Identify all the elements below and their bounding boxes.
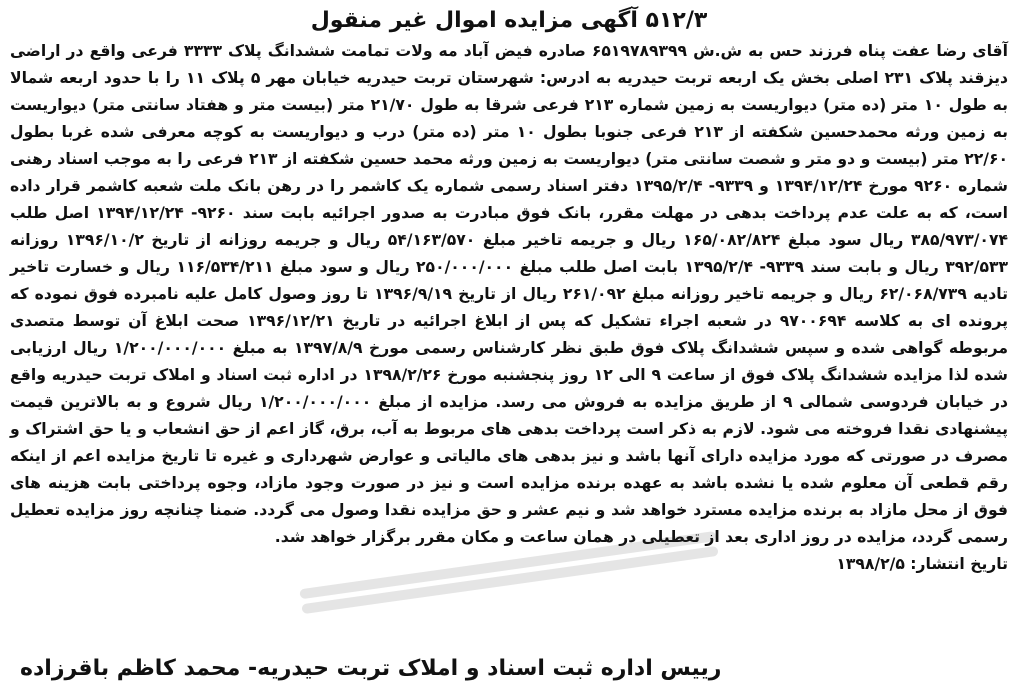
notice-title: ۵۱۲/۳ آگهی مزایده اموال غیر منقول bbox=[310, 8, 708, 33]
notice-body: آقای رضا عفت پناه فرزند حس به ش.ش ۶۵۱۹۷۸۹۳۹۹ صادره فیض آباد مه ولات تمامت ششدانگ پلاک ۳۳۳۳ فرعی واقع در اراضی دیزقند پلاک ۲۳۱ اصلی بخش یک اربعه تربت حیدریه به ادرس: شهرستان تربت حیدریه خیابان مهر ۵ پلاک ۱۱ را با حدود اربعه شمالا به طول ۱۰ متر (ده متر) دیواریست به زمین شماره ۲۱۳ فرعی شرقا به طول ۲۱/۷۰ متر (بیست متر و هفتاد سانتی متر) دیواریست به زمین ورثه محمدحسین شکفته از ۲۱۳ فرعی جنوبا بطول ۱۰ متر (ده متر) درب و دیواریست به کوچه معرفی شده غربا بطول ۲۲/۶۰ متر (بیست و دو متر و شصت سانتی متر) دیواریست به زمین ورثه محمد حسین شکفته از ۲۱۳ فرعی را به موجب اسناد رهنی شماره ۹۲۶۰ مورخ ۱۳۹۴/۱۲/۲۴ و ۹۳۳۹- ۱۳۹۵/۲/۴ دفتر اسناد رسمی شماره یک کاشمر را در رهن بانک ملت شعبه کاشمر قرار داده است، که به علت عدم پرداخت بدهی در مهلت مقرر، بانک فوق مبادرت به صدور اجرائیه بابت سند ۹۲۶۰- ۱۳۹۴/۱۲/۲۴ اصل طلب ۳۸۵/۹۷۳/۰۷۴ ریال سود مبلغ ۱۶۵/۰۸۲/۸۲۴ ریال و جریمه تاخیر مبلغ ۵۴/۱۶۳/۵۷۰ ریال و جریمه روزانه از تاریخ ۱۳۹۶/۱۰/۲ روزانه ۳۹۲/۵۳۳ ریال و بابت سند ۹۳۳۹- ۱۳۹۵/۲/۴ بابت اصل طلب مبلغ ۲۵۰/۰۰۰/۰۰۰ ریال و سود مبلغ ۱۱۶/۵۳۴/۲۱۱ ریال و خسارت تاخیر تادیه ۶۲/۰۶۸/۷۳۹ ریال و جریمه تاخیر روزانه مبلغ ۲۶۱/۰۹۲ ریال از تاریخ ۱۳۹۶/۹/۱۹ تا روز وصول کامل علیه نامبرده فوق نموده که پرونده ای به کلاسه ۹۷۰۰۶۹۴ در شعبه اجراء تشکیل که پس از ابلاغ اجرائیه در تاریخ ۱۳۹۶/۱۲/۲۱ صحت ابلاغ آن توسط متصدی مربوطه گواهی شده و سپس ششدانگ پلاک فوق طبق نظر کارشناس رسمی مورخ ۱۳۹۷/۸/۹ به مبلغ ۱/۲۰۰/۰۰۰/۰۰۰ ریال ارزیابی شده لذا مزایده ششدانگ پلاک فوق از ساعت ۹ الی ۱۲ روز پنجشنبه مورخ ۱۳۹۸/۲/۲۶ در اداره ثبت اسناد و املاک تربت حیدریه واقع در خیابان فردوسی شمالی ۹ از طریق مزایده به فروش می رسد. مزایده از مبلغ ۱/۲۰۰/۰۰۰/۰۰۰ ریال شروع و به بالاترین قیمت پیشنهادی نقدا فروخته می شود. لازم به ذکر است پرداخت بدهی های مربوط به آب، برق، گاز اعم از حق انشعاب و یا حق اشتراک و مصرف در صورتی که مورد مزایده دارای آنها باشد و نیز بدهی های مالیاتی و عوارض شهرداری و غیره تا تاریخ مزایده اعم از اینکه رقم قطعی آن معلوم شده یا نشده باشد به عهده برنده مزایده است و نیز در صورت وجود مازاد، وجوه پرداختی بابت هزینه های فوق از محل مازاد به برنده مزایده مسترد خواهد شد و نیم عشر و حق مزایده نقدا وصول می گردد. ضمنا چنانچه روز مزایده تعطیل رسمی گردد، مزایده در روز اداری بعد از تعطیلی در همان ساعت و مکان مقرر برگزار خواهد شد. bbox=[10, 42, 1009, 546]
signature-line: رییس اداره ثبت اسناد و املاک تربت حیدریه- محمد کاظم باقرزاده bbox=[20, 656, 722, 681]
publish-date: تاریخ انتشار: ۱۳۹۸/۲/۵ bbox=[836, 555, 1008, 573]
